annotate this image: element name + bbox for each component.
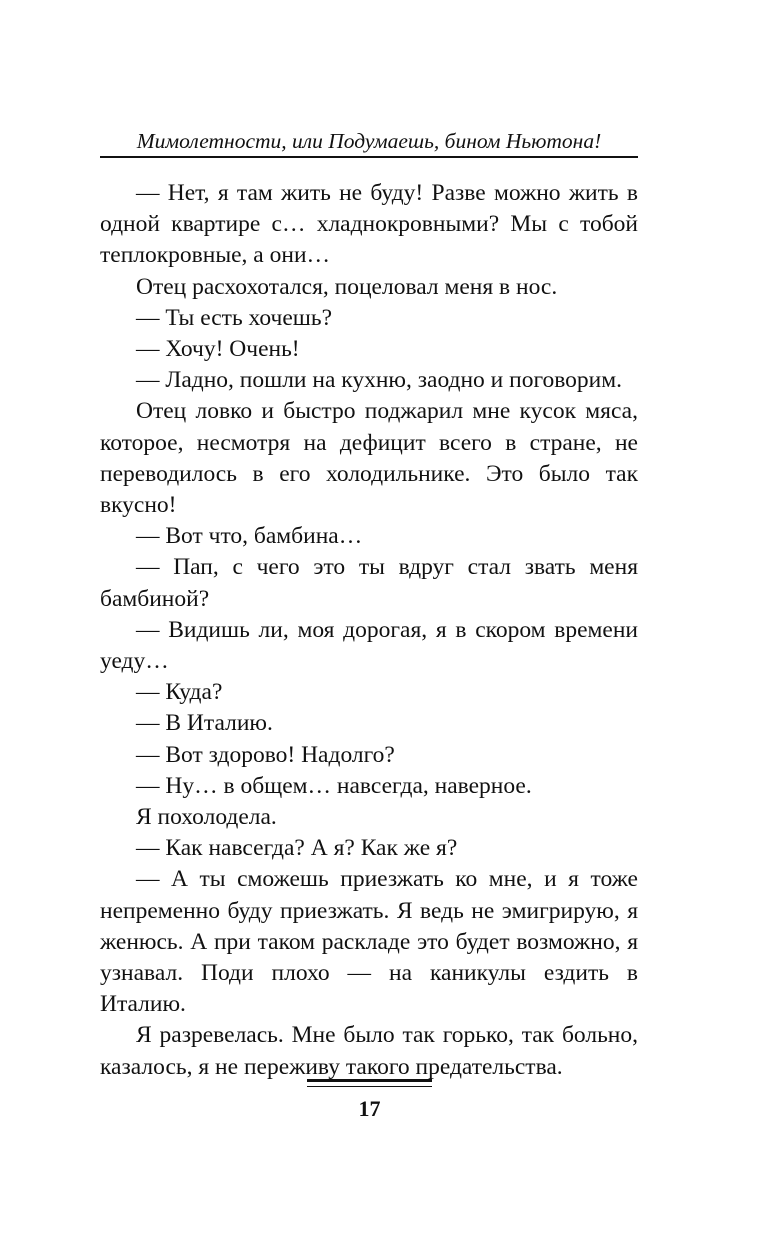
paragraph: — Видишь ли, моя дорогая, я в скором времени уеду… [100, 616, 638, 675]
paragraph: — Вот здорово! Надолго? [136, 741, 395, 768]
running-title: Мимолетности, или Подумаешь, бином Ньютона! [136, 129, 602, 153]
paragraph: — Куда? [136, 679, 223, 706]
paragraph: — Ну… в общем… навсегда, наверное. [136, 772, 532, 799]
footer-rule-thick [307, 1079, 432, 1082]
footer-rule-thin [307, 1086, 432, 1087]
paragraph: Отец ловко и быстро поджарил мне кусок мяса, которое, несмотря на дефицит всего в стране, не переводилось в его холодильнике. Это было так вкусно! [100, 398, 638, 519]
paragraph: — Хочу! Очень! [136, 336, 300, 363]
paragraph: Я разревелась. Мне было так горько, так больно, казалось, я не переживу такого предательства. [100, 1022, 638, 1080]
paragraph: — В Италию. [136, 710, 273, 737]
paragraph: — Вот что, бамбина… [136, 523, 363, 550]
paragraph: — Как навсегда? А я? Как же я? [136, 835, 458, 862]
body-text [100, 178, 638, 1083]
page-number: 17 [358, 1096, 381, 1121]
header-rule [100, 156, 638, 158]
paragraph: Я похолодела. [136, 804, 277, 831]
paragraph: — Ты есть хочешь? [136, 304, 333, 331]
paragraph: — Нет, я там жить не буду! Разве можно жить в одной квартире с… хладнокровными? Мы с тобой теплокровные, а они… [100, 180, 638, 269]
paragraph: — Ладно, пошли на кухню, заодно и поговорим. [136, 367, 623, 394]
paragraph: — А ты сможешь приезжать ко мне, и я тоже непременно буду приезжать. Я ведь не эмигрирую, я женюсь. А при таком раскладе это будет возможно, я узнавал. Поди плохо — на каникулы ездить в Италию. [100, 866, 638, 1018]
paragraph: — Пап, с чего это ты вдруг стал звать меня бамбиной? [100, 554, 638, 612]
paragraph: Отец расхохотался, поцеловал меня в нос. [136, 273, 558, 300]
